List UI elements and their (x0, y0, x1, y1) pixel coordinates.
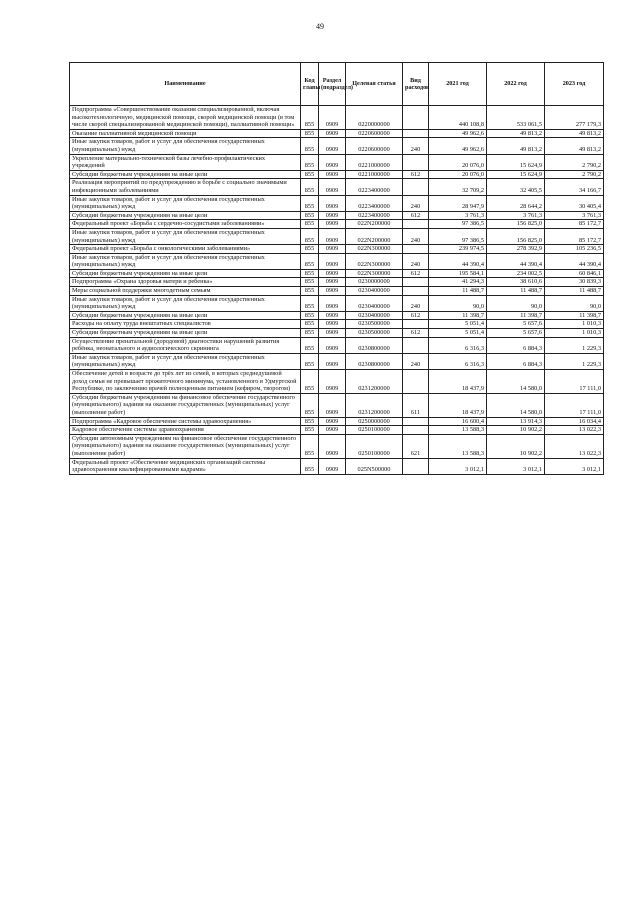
row-2023: 1 010,3 (545, 329, 604, 338)
row-name: Меры социальной поддержки многодетным семьям (70, 287, 301, 296)
row-kind: 240 (403, 253, 429, 269)
row-section: 0909 (319, 106, 346, 130)
header-kind: Вид расходов (403, 63, 429, 106)
row-code: 855 (301, 129, 319, 138)
page-number: 49 (316, 22, 324, 31)
row-name: Субсидии бюджетным учреждениям на иные цели (70, 311, 301, 320)
row-2022: 3 761,3 (487, 211, 545, 220)
row-target: 0221000000 (346, 154, 403, 170)
row-section: 0909 (319, 228, 346, 244)
row-section: 0909 (319, 337, 346, 353)
row-name: Иные закупки товаров, работ и услуг для обеспечения государственных (муниципальных) нужд (70, 353, 301, 369)
row-2022: 38 610,6 (487, 278, 545, 287)
table-row (70, 337, 604, 353)
row-kind: 240 (403, 228, 429, 244)
row-section: 0909 (319, 170, 346, 179)
row-target: 0230500000 (346, 329, 403, 338)
row-kind: 612 (403, 329, 429, 338)
row-code: 855 (301, 337, 319, 353)
row-kind: 611 (403, 393, 429, 417)
row-code: 855 (301, 278, 319, 287)
header-target: Целевая статья (346, 63, 403, 106)
row-target: 0230400000 (346, 295, 403, 311)
row-name: Подпрограмма «Охрана здоровья матери и ребенка» (70, 278, 301, 287)
row-2022: 10 902,2 (487, 426, 545, 435)
row-2021: 13 588,3 (429, 434, 487, 458)
row-name: Федеральный проект «Обеспечение медицинских организаций системы здравоохранения квалифицированными кадрами» (70, 458, 301, 474)
row-section: 0909 (319, 278, 346, 287)
row-target: 0230800000 (346, 337, 403, 353)
row-name: Субсидии бюджетным учреждениям на иные цели (70, 329, 301, 338)
row-2023: 11 488,7 (545, 287, 604, 296)
row-target: 0223400000 (346, 195, 403, 211)
row-name: Иные закупки товаров, работ и услуг для обеспечения государственных (муниципальных) нужд (70, 195, 301, 211)
row-name: Оказание паллиативной медицинской помощи (70, 129, 301, 138)
header-2023: 2023 год (545, 63, 604, 106)
row-section: 0909 (319, 329, 346, 338)
row-2022: 13 914,3 (487, 417, 545, 426)
row-kind: 612 (403, 311, 429, 320)
row-name: Федеральный проект «Борьба с сердечно-сосудистыми заболеваниями» (70, 220, 301, 229)
row-section: 0909 (319, 287, 346, 296)
row-2021: 239 974,5 (429, 245, 487, 254)
row-kind (403, 179, 429, 195)
row-2023: 11 398,7 (545, 311, 604, 320)
row-2023: 30 839,3 (545, 278, 604, 287)
row-target: 0230500000 (346, 320, 403, 329)
table-row (70, 138, 604, 154)
row-section: 0909 (319, 253, 346, 269)
row-2021: 195 584,1 (429, 269, 487, 278)
row-2022: 6 884,3 (487, 353, 545, 369)
row-target: 0250000000 (346, 417, 403, 426)
row-kind (403, 287, 429, 296)
row-name: Подпрограмма «Совершенствование оказания специализированной, включая высокотехнологичную, медицинской помощи, скорой медицинской помощи (в том числе скорой специализированной медицинской помощи), паллиативной помощи» (70, 106, 301, 130)
row-name: Укрепление материально-технической базы лечебно-профилактических учреждений (70, 154, 301, 170)
row-2022: 90,0 (487, 295, 545, 311)
row-2021: 3 761,3 (429, 211, 487, 220)
table-row (70, 458, 604, 474)
table-header-row (70, 63, 604, 106)
table-row (70, 211, 604, 220)
row-name: Федеральный проект «Борьба с онкологическими заболеваниями» (70, 245, 301, 254)
row-kind: 240 (403, 138, 429, 154)
row-name: Расходы на оплату труда внештатных специалистов (70, 320, 301, 329)
row-2021: 32 709,2 (429, 179, 487, 195)
budget-table (69, 62, 604, 475)
row-2023: 30 405,4 (545, 195, 604, 211)
row-kind (403, 320, 429, 329)
row-kind: 240 (403, 353, 429, 369)
row-section: 0909 (319, 417, 346, 426)
row-target: 0223400000 (346, 179, 403, 195)
row-2023: 44 390,4 (545, 253, 604, 269)
table-row (70, 278, 604, 287)
table-row (70, 417, 604, 426)
row-2021: 11 398,7 (429, 311, 487, 320)
row-code: 855 (301, 154, 319, 170)
row-target: 0221000000 (346, 170, 403, 179)
header-code: Код главы (301, 63, 319, 106)
table-row (70, 195, 604, 211)
row-code: 855 (301, 269, 319, 278)
row-code: 855 (301, 458, 319, 474)
row-kind (403, 337, 429, 353)
row-target: 0220600000 (346, 129, 403, 138)
row-target: 022N300000 (346, 245, 403, 254)
row-2023: 1 229,3 (545, 353, 604, 369)
row-code: 855 (301, 211, 319, 220)
row-2021: 28 947,9 (429, 195, 487, 211)
row-target: 022N200000 (346, 228, 403, 244)
table-row (70, 106, 604, 130)
row-section: 0909 (319, 320, 346, 329)
row-2021: 6 316,3 (429, 353, 487, 369)
row-kind: 240 (403, 295, 429, 311)
table-row (70, 353, 604, 369)
row-kind: 621 (403, 434, 429, 458)
row-section: 0909 (319, 458, 346, 474)
row-2023: 13 022,3 (545, 434, 604, 458)
row-target: 0230000000 (346, 278, 403, 287)
row-target: 0230800000 (346, 353, 403, 369)
table-row (70, 253, 604, 269)
table-row (70, 426, 604, 435)
row-code: 855 (301, 106, 319, 130)
row-2022: 3 012,1 (487, 458, 545, 474)
row-2023: 1 010,3 (545, 320, 604, 329)
row-code: 855 (301, 311, 319, 320)
row-section: 0909 (319, 179, 346, 195)
row-2021: 20 076,0 (429, 154, 487, 170)
header-2022: 2022 год (487, 63, 545, 106)
row-2023: 60 846,1 (545, 269, 604, 278)
row-name: Субсидии бюджетным учреждениям на финансовое обеспечение государственного (муниципального) задания на оказание государственных (муниципальных) услуг (выполнение работ) (70, 393, 301, 417)
row-kind (403, 417, 429, 426)
row-2023: 49 813,2 (545, 138, 604, 154)
row-kind (403, 458, 429, 474)
row-name: Обеспечение детей в возрасте до трёх лет из семей, в которых среднедушевой доход семьи не превышает прожиточного минимума, установленного в Удмуртской Республике, по заключению врачей полноценным питанием (кефиром, творогом) (70, 370, 301, 394)
row-target: 025N500000 (346, 458, 403, 474)
row-2023: 34 166,7 (545, 179, 604, 195)
row-kind (403, 278, 429, 287)
row-section: 0909 (319, 426, 346, 435)
table-row (70, 220, 604, 229)
row-2023: 85 172,7 (545, 220, 604, 229)
row-target: 0231200000 (346, 370, 403, 394)
row-name: Субсидии автономным учреждениям на финансовое обеспечение государственного (муниципального) задания на оказание государственных (муниципальных) услуг (выполнение работ) (70, 434, 301, 458)
row-code: 855 (301, 287, 319, 296)
row-target: 0230400000 (346, 287, 403, 296)
table-row (70, 287, 604, 296)
row-name: Иные закупки товаров, работ и услуг для обеспечения государственных (муниципальных) нужд (70, 295, 301, 311)
row-code: 855 (301, 370, 319, 394)
row-kind (403, 426, 429, 435)
row-kind: 612 (403, 170, 429, 179)
row-2023: 105 236,5 (545, 245, 604, 254)
row-name: Иные закупки товаров, работ и услуг для обеспечения государственных (муниципальных) нужд (70, 253, 301, 269)
row-section: 0909 (319, 353, 346, 369)
row-2022: 11 488,7 (487, 287, 545, 296)
row-code: 855 (301, 253, 319, 269)
row-2021: 97 386,5 (429, 228, 487, 244)
row-2022: 156 825,0 (487, 228, 545, 244)
row-kind (403, 220, 429, 229)
row-2021: 18 437,9 (429, 393, 487, 417)
table-row (70, 311, 604, 320)
row-2023: 2 790,2 (545, 154, 604, 170)
row-name: Субсидии бюджетным учреждениям на иные цели (70, 170, 301, 179)
row-section: 0909 (319, 370, 346, 394)
row-2023: 49 813,2 (545, 129, 604, 138)
row-2023: 3 761,3 (545, 211, 604, 220)
row-section: 0909 (319, 138, 346, 154)
row-target: 0223400000 (346, 211, 403, 220)
row-code: 855 (301, 195, 319, 211)
row-2023: 90,0 (545, 295, 604, 311)
table-row (70, 320, 604, 329)
row-2022: 15 624,9 (487, 170, 545, 179)
row-2022: 6 884,3 (487, 337, 545, 353)
row-section: 0909 (319, 195, 346, 211)
row-2022: 10 902,2 (487, 434, 545, 458)
table-row (70, 370, 604, 394)
row-2023: 277 179,3 (545, 106, 604, 130)
table-row (70, 129, 604, 138)
row-section: 0909 (319, 269, 346, 278)
row-name: Иные закупки товаров, работ и услуг для обеспечения государственных (муниципальных) нужд (70, 228, 301, 244)
row-2021: 5 051,4 (429, 320, 487, 329)
row-code: 855 (301, 138, 319, 154)
row-name: Субсидии бюджетным учреждениям на иные цели (70, 211, 301, 220)
row-2022: 156 825,0 (487, 220, 545, 229)
row-code: 855 (301, 320, 319, 329)
row-2021: 11 488,7 (429, 287, 487, 296)
row-name: Осуществление пренатальной (дородовой) диагностики нарушений развития ребёнка, неонатального и аудиологического скрининга (70, 337, 301, 353)
row-2023: 17 111,0 (545, 393, 604, 417)
row-code: 855 (301, 179, 319, 195)
header-section: Раздел (подраздел) (319, 63, 346, 106)
row-2022: 49 813,2 (487, 129, 545, 138)
row-section: 0909 (319, 311, 346, 320)
row-2021: 6 316,3 (429, 337, 487, 353)
row-2022: 234 002,5 (487, 269, 545, 278)
row-section: 0909 (319, 211, 346, 220)
row-section: 0909 (319, 129, 346, 138)
row-name: Субсидии бюджетным учреждениям на иные цели (70, 269, 301, 278)
row-2021: 49 962,6 (429, 129, 487, 138)
row-2022: 5 657,6 (487, 320, 545, 329)
row-section: 0909 (319, 295, 346, 311)
table-row (70, 269, 604, 278)
row-2022: 5 657,6 (487, 329, 545, 338)
row-2021: 97 386,5 (429, 220, 487, 229)
row-kind (403, 106, 429, 130)
row-kind (403, 370, 429, 394)
row-section: 0909 (319, 154, 346, 170)
row-code: 855 (301, 417, 319, 426)
row-2023: 2 790,2 (545, 170, 604, 179)
row-code: 855 (301, 393, 319, 417)
row-section: 0909 (319, 434, 346, 458)
row-2022: 28 644,2 (487, 195, 545, 211)
row-code: 855 (301, 228, 319, 244)
table-row (70, 434, 604, 458)
row-code: 855 (301, 170, 319, 179)
table-row (70, 393, 604, 417)
row-2023: 3 012,1 (545, 458, 604, 474)
row-2021: 18 437,9 (429, 370, 487, 394)
row-code: 855 (301, 295, 319, 311)
row-target: 0220600000 (346, 138, 403, 154)
row-2022: 15 624,9 (487, 154, 545, 170)
row-section: 0909 (319, 393, 346, 417)
row-section: 0909 (319, 245, 346, 254)
row-2023: 17 111,0 (545, 370, 604, 394)
row-2021: 44 390,4 (429, 253, 487, 269)
row-2022: 11 398,7 (487, 311, 545, 320)
row-2021: 49 962,6 (429, 138, 487, 154)
row-2022: 49 813,2 (487, 138, 545, 154)
row-target: 0230400000 (346, 311, 403, 320)
row-code: 855 (301, 220, 319, 229)
row-2021: 440 108,8 (429, 106, 487, 130)
row-name: Кадровое обеспечение системы здравоохранения (70, 426, 301, 435)
row-2022: 278 392,9 (487, 245, 545, 254)
table-row (70, 179, 604, 195)
row-code: 855 (301, 353, 319, 369)
row-target: 022N200000 (346, 220, 403, 229)
row-kind (403, 129, 429, 138)
row-2021: 5 051,4 (429, 329, 487, 338)
row-2022: 14 580,0 (487, 393, 545, 417)
row-target: 0250100000 (346, 426, 403, 435)
row-kind (403, 154, 429, 170)
row-kind: 612 (403, 269, 429, 278)
row-2021: 16 600,4 (429, 417, 487, 426)
row-kind: 612 (403, 211, 429, 220)
row-code: 855 (301, 329, 319, 338)
row-code: 855 (301, 434, 319, 458)
row-code: 855 (301, 426, 319, 435)
row-name: Подпрограмма «Кадровое обеспечение системы здравоохранения» (70, 417, 301, 426)
row-2023: 16 034,4 (545, 417, 604, 426)
row-2022: 32 405,5 (487, 179, 545, 195)
row-2023: 13 022,3 (545, 426, 604, 435)
header-2021: 2021 год (429, 63, 487, 106)
row-2023: 85 172,7 (545, 228, 604, 244)
row-2022: 533 061,5 (487, 106, 545, 130)
row-target: 022N300000 (346, 253, 403, 269)
row-2021: 90,0 (429, 295, 487, 311)
row-2021: 3 012,1 (429, 458, 487, 474)
row-target: 0231200000 (346, 393, 403, 417)
row-2021: 41 294,3 (429, 278, 487, 287)
row-name: Иные закупки товаров, работ и услуг для обеспечения государственных (муниципальных) нужд (70, 138, 301, 154)
table-row (70, 295, 604, 311)
row-name: Реализация мероприятий по предупреждению и борьбе с социально значимыми инфекционными заболеваниями (70, 179, 301, 195)
header-name: Наименование (70, 63, 301, 106)
row-kind (403, 245, 429, 254)
table-row (70, 228, 604, 244)
row-2022: 44 390,4 (487, 253, 545, 269)
row-section: 0909 (319, 220, 346, 229)
row-code: 855 (301, 245, 319, 254)
row-2023: 1 229,3 (545, 337, 604, 353)
row-2021: 20 076,0 (429, 170, 487, 179)
table-row (70, 154, 604, 170)
row-target: 0250100000 (346, 434, 403, 458)
table-row (70, 245, 604, 254)
row-2021: 13 588,3 (429, 426, 487, 435)
table-row (70, 170, 604, 179)
row-target: 0220000000 (346, 106, 403, 130)
row-2022: 14 580,0 (487, 370, 545, 394)
row-target: 022N300000 (346, 269, 403, 278)
table-row (70, 329, 604, 338)
row-kind: 240 (403, 195, 429, 211)
